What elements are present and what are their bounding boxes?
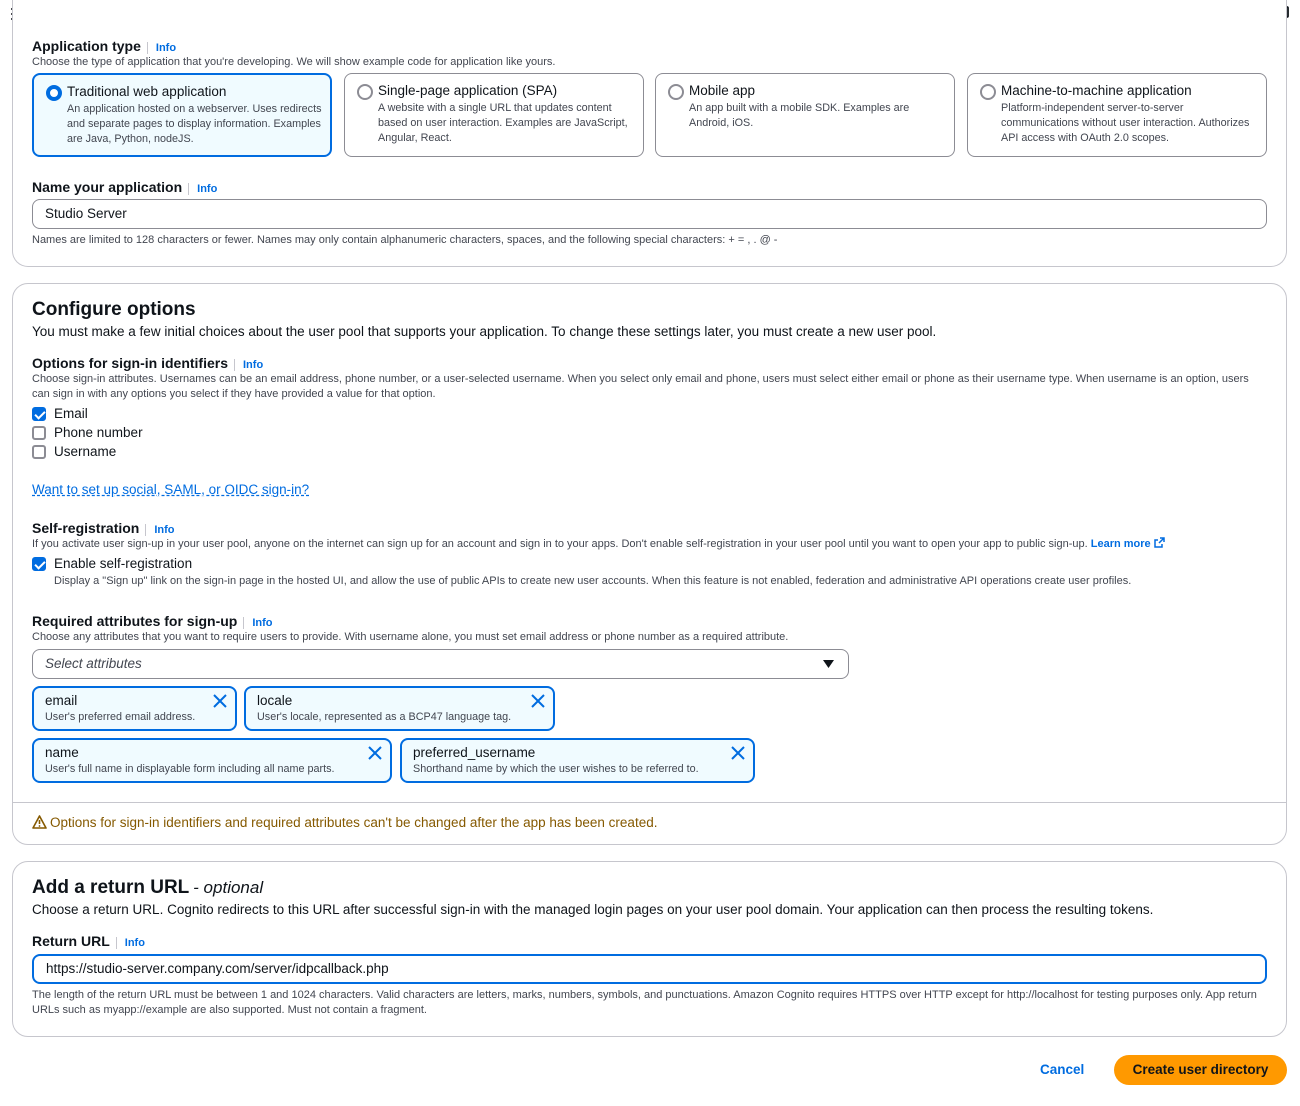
tile-description: An application hosted on a webserver. Uses redirects and separate pages to display information. Examples are Java, Python, nodeJS. xyxy=(67,103,322,145)
email-checkbox-label: Email xyxy=(54,406,88,421)
signin-info-link[interactable]: Info xyxy=(234,359,263,371)
return-url-label: Return URL xyxy=(32,933,110,949)
token-description: Shorthand name by which the user wishes to be referred to. xyxy=(413,763,699,775)
app-type-tile-m2m[interactable] xyxy=(967,73,1267,157)
self-reg-description xyxy=(32,537,1165,552)
learn-more-link[interactable]: Learn more xyxy=(1090,538,1151,550)
app-type-header xyxy=(32,38,176,54)
required-attrs-description: Choose any attributes that you want to require users to provide. With username alone, you must set email address or phone number as a required attribute. xyxy=(32,631,789,643)
token-description: User's preferred email address. xyxy=(45,711,196,723)
tile-title: Single-page application (SPA) xyxy=(378,83,558,98)
token-description: User's locale, represented as a BCP47 language tag. xyxy=(257,711,512,723)
email-checkbox[interactable] xyxy=(32,407,46,421)
attribute-token-locale xyxy=(244,686,555,731)
warning-alert xyxy=(32,815,657,830)
external-link-icon xyxy=(1154,537,1165,548)
return-url-info-link[interactable]: Info xyxy=(116,937,145,949)
self-reg-checkbox-description: Display a "Sign up" link on the sign-in page in the hosted UI, and allow the use of public APIs to create new user accounts. When this feature is not enabled, federation and administrative API operations create user profiles. xyxy=(54,575,1132,587)
required-attrs-label: Required attributes for sign-up xyxy=(32,613,238,629)
username-checkbox[interactable] xyxy=(32,445,46,459)
remove-token-icon[interactable] xyxy=(731,746,745,760)
app-name-header xyxy=(32,179,217,195)
radio-m2m[interactable] xyxy=(980,84,996,100)
attribute-token-email xyxy=(32,686,237,731)
tile-description: A website with a single URL that updates content based on user interaction. Examples are JavaScript, Angular, React. xyxy=(378,102,628,144)
remove-token-icon[interactable] xyxy=(368,746,382,760)
required-attrs-header xyxy=(32,613,273,629)
tile-description: Platform-independent server-to-server communications without user interaction. Authorizes API access with OAuth 2.0 scopes. xyxy=(1001,102,1250,144)
return-url-input[interactable]: https://studio-server.company.com/server/idpcallback.php xyxy=(32,954,1267,984)
attribute-token-name xyxy=(32,738,392,783)
app-type-tile-traditional[interactable] xyxy=(32,73,332,157)
remove-token-icon[interactable] xyxy=(213,694,227,708)
optional-label: - optional xyxy=(193,878,264,897)
app-type-description: Choose the type of application that you're developing. We will show example code for application like yours. xyxy=(32,56,556,68)
signin-label: Options for sign-in identifiers xyxy=(32,355,228,371)
tile-title: Machine-to-machine application xyxy=(1001,83,1192,98)
caret-down-icon xyxy=(823,660,834,668)
self-reg-info-link[interactable]: Info xyxy=(145,524,174,536)
token-name: email xyxy=(45,693,78,708)
return-url-description: Choose a return URL. Cognito redirects to this URL after successful sign-in with the managed login pages on your user pool domain. Your application can then process the resulting tokens. xyxy=(32,902,1154,917)
token-name: name xyxy=(45,745,79,760)
app-name-input[interactable]: Studio Server xyxy=(32,199,1267,229)
app-name-constraint: Names are limited to 128 characters or fewer. Names may only contain alphanumeric characters, spaces, and the following special characters: + = , . @ - xyxy=(32,234,778,246)
tile-description: An app built with a mobile SDK. Examples are Android, iOS. xyxy=(689,102,910,129)
app-type-label: Application type xyxy=(32,38,141,54)
remove-token-icon[interactable] xyxy=(531,694,545,708)
cancel-button[interactable]: Cancel xyxy=(1040,1062,1085,1077)
token-name: locale xyxy=(257,693,293,708)
app-type-info-link[interactable]: Info xyxy=(147,42,176,54)
warning-icon xyxy=(32,815,47,829)
radio-traditional[interactable] xyxy=(46,85,62,101)
return-url-field-header xyxy=(32,933,145,949)
tile-title: Traditional web application xyxy=(67,84,227,99)
radio-mobile[interactable] xyxy=(668,84,684,100)
self-reg-description-text: If you activate user sign-up in your user pool, anyone on the internet can sign up for an account and sign in to your apps. Don't enable self-registration in your user pool until you want to open your app to public sign-up. xyxy=(32,538,1088,550)
attribute-token-preferred-username xyxy=(400,738,755,783)
app-name-label: Name your application xyxy=(32,179,183,195)
phone-checkbox[interactable] xyxy=(32,426,46,440)
warning-text: Options for sign-in identifiers and required attributes can't be changed after the app has been created. xyxy=(50,815,658,830)
app-name-info-link[interactable]: Info xyxy=(188,183,217,195)
divider xyxy=(13,802,1286,803)
self-reg-header xyxy=(32,520,175,536)
return-url-heading xyxy=(32,877,263,899)
social-signin-link[interactable]: Want to set up social, SAML, or OIDC sign-in? xyxy=(32,482,310,497)
self-reg-label: Self-registration xyxy=(32,520,140,536)
create-user-directory-button[interactable]: Create user directory xyxy=(1114,1055,1287,1085)
return-url-constraint: The length of the return URL must be between 1 and 1024 characters. Valid characters are letters, marks, numbers, symbols, and punctuations. Amazon Cognito requires HTTPS over HTTP except for http://localhost for testing purposes only. App return URLs such as myapp://example are also supported. Must not contain a fragment. xyxy=(32,989,1257,1016)
configure-title: Configure options xyxy=(32,299,196,320)
username-checkbox-label: Username xyxy=(54,444,117,459)
self-reg-checkbox[interactable] xyxy=(32,557,46,571)
return-url-title: Add a return URL xyxy=(32,877,190,898)
select-attributes-placeholder: Select attributes xyxy=(45,656,142,671)
required-attrs-info-link[interactable]: Info xyxy=(243,617,272,629)
select-attributes-dropdown[interactable] xyxy=(32,649,849,679)
token-name: preferred_username xyxy=(413,745,536,760)
signin-header xyxy=(32,355,263,371)
token-description: User's full name in displayable form including all name parts. xyxy=(45,763,335,775)
signin-description: Choose sign-in attributes. Usernames can be an email address, phone number, or a user-selected username. When you select only email and phone, users must select either email or phone as their username type. When username is an option, users can sign in with any options you select if they have provided a value for that option. xyxy=(32,373,1249,400)
app-type-tile-mobile[interactable] xyxy=(655,73,955,157)
configure-description: You must make a few initial choices about the user pool that supports your application. To change these settings later, you must create a new user pool. xyxy=(32,324,937,339)
self-reg-checkbox-label: Enable self-registration xyxy=(54,556,193,571)
app-type-tile-spa[interactable] xyxy=(344,73,644,157)
tile-title: Mobile app xyxy=(689,83,756,98)
radio-spa[interactable] xyxy=(357,84,373,100)
phone-checkbox-label: Phone number xyxy=(54,425,143,440)
